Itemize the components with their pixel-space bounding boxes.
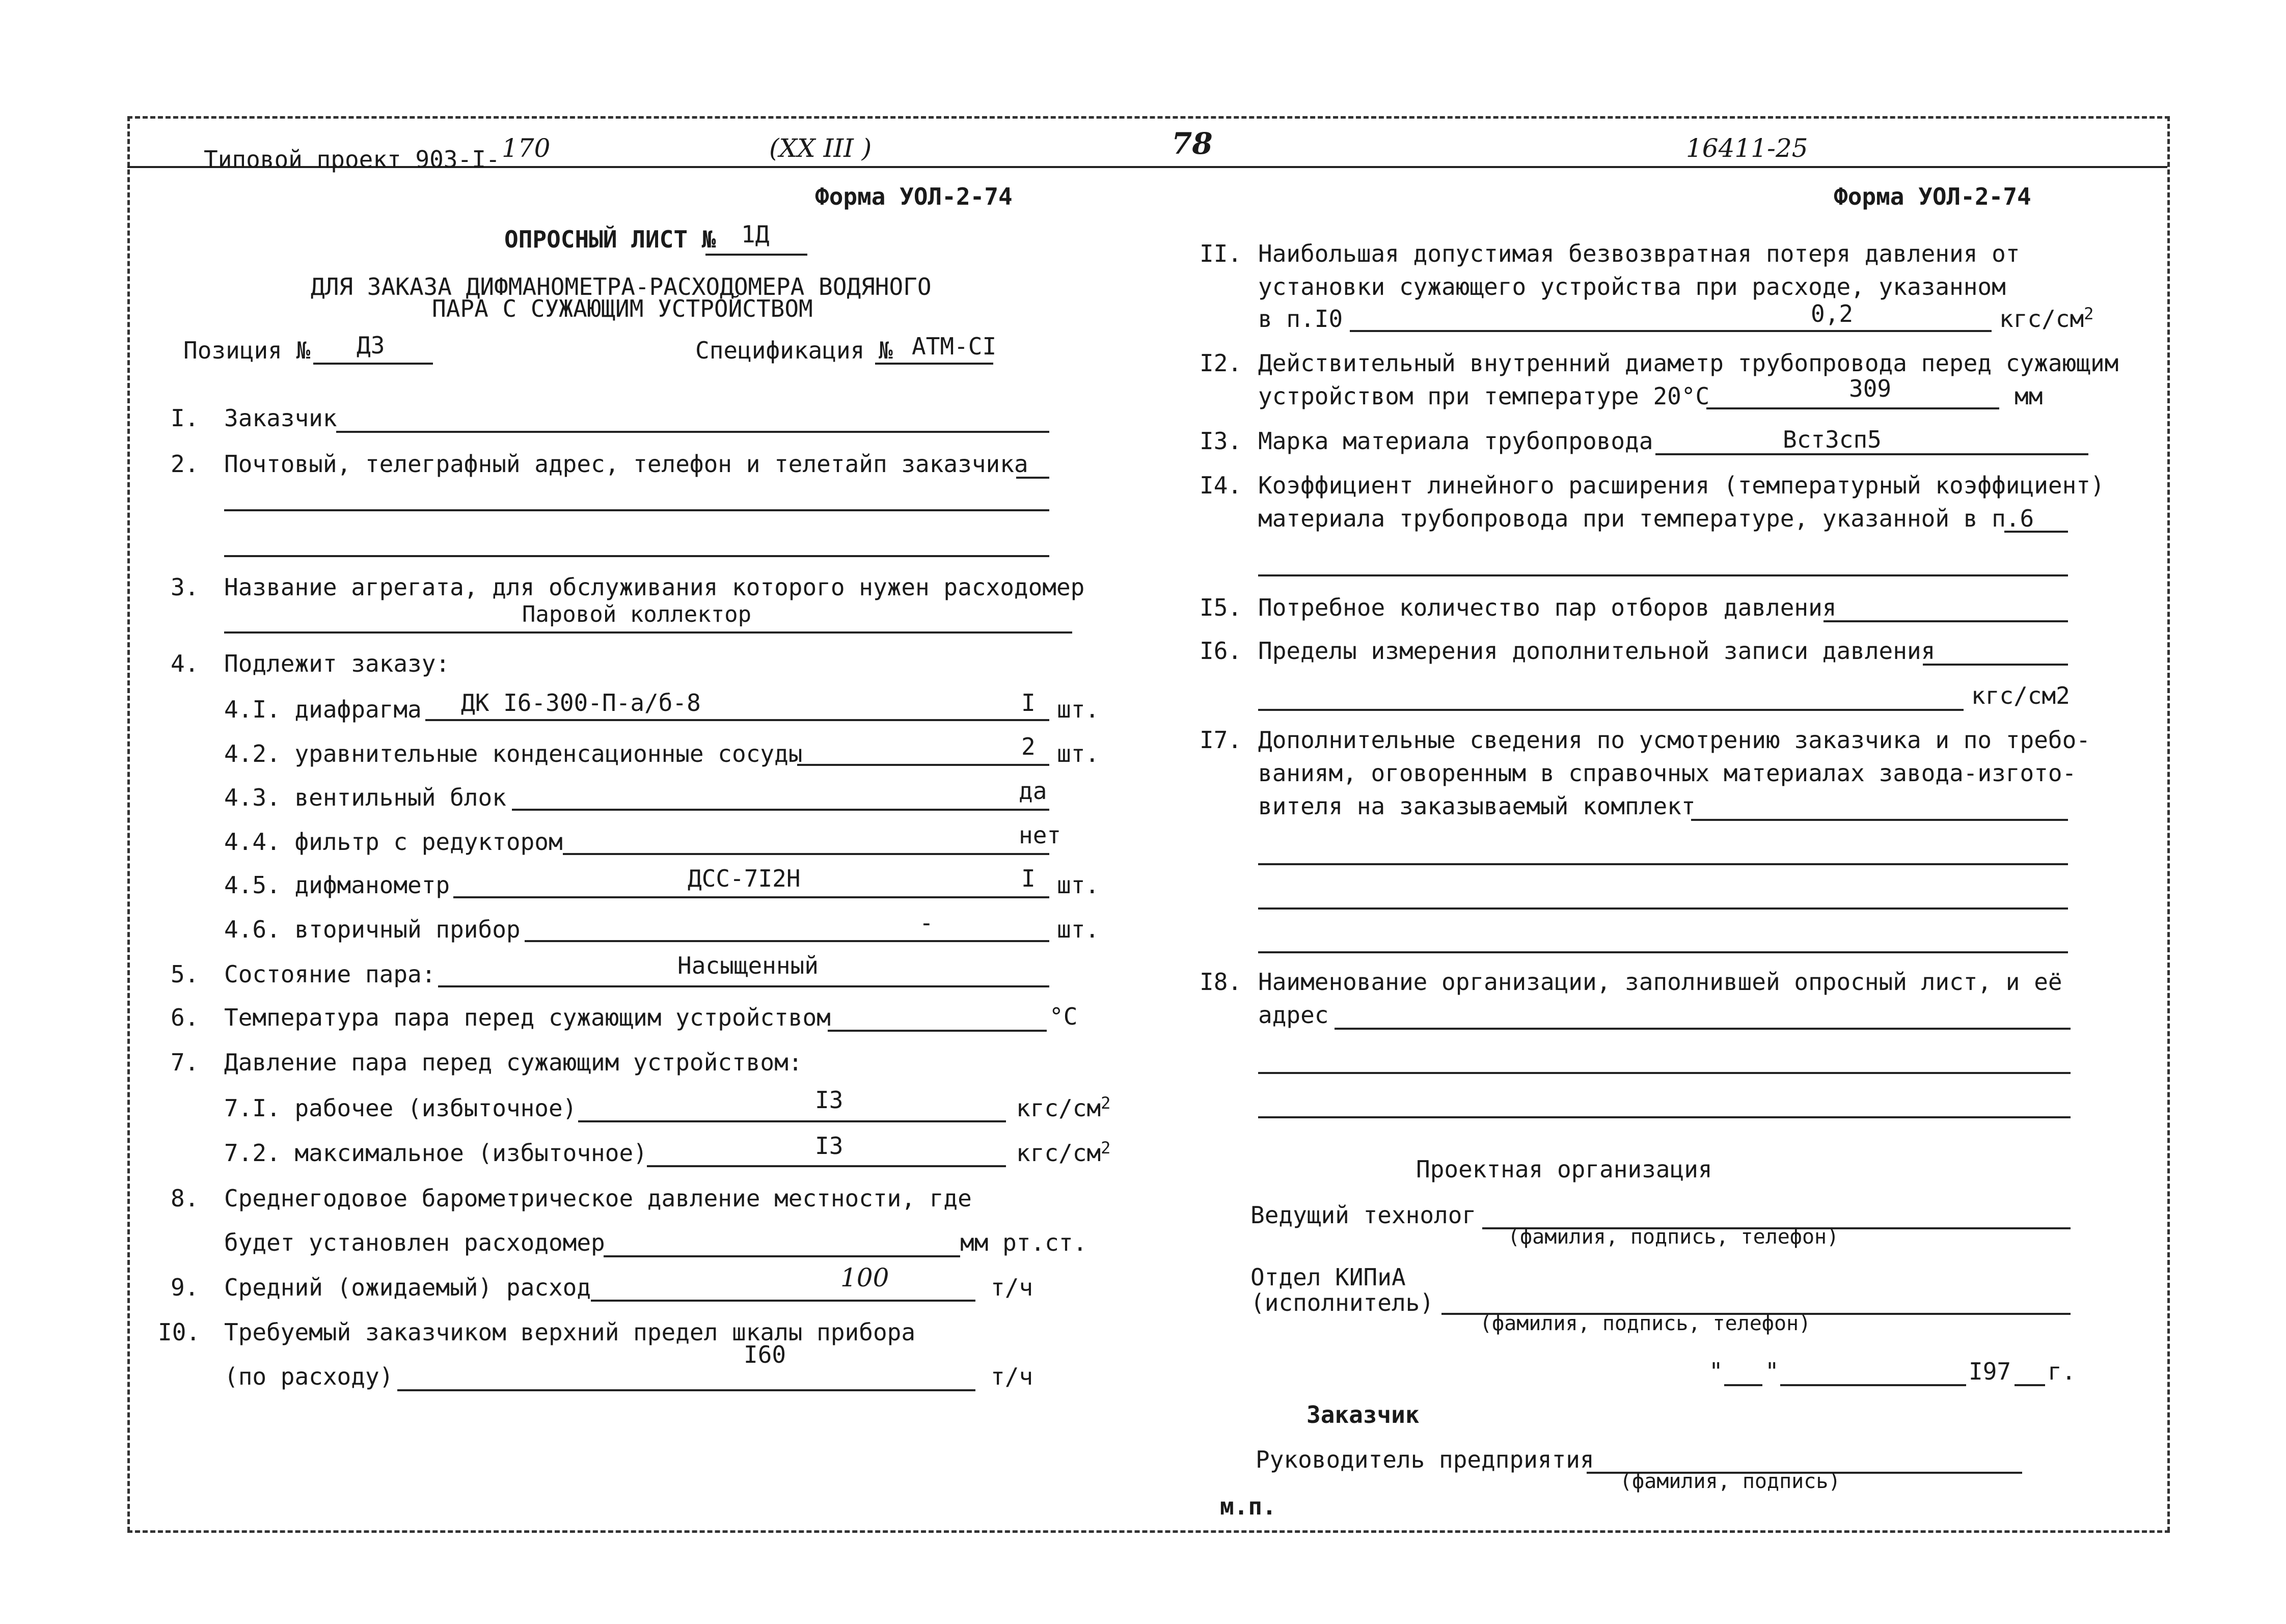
- item16-unit: кгс/см2: [1971, 682, 2070, 709]
- item9-label: Средний (ожидаемый) расход: [224, 1274, 591, 1301]
- item11-label-line2: установки сужающего устройства при расходе, указанном: [1258, 273, 2006, 300]
- item16-line-a: [1923, 664, 2068, 666]
- item4-5-value: ДСС-7I2Н: [688, 865, 801, 892]
- item12-number: I2.: [1200, 349, 1242, 377]
- item7-1-line: [578, 1120, 1006, 1122]
- page-number: 78: [1172, 126, 1213, 161]
- date-year-line: [2015, 1384, 2045, 1386]
- spec-line: [875, 363, 993, 365]
- item11-unit: кгс/$см^2$: [1999, 304, 2094, 333]
- item3-value: Паровой коллектор: [522, 601, 752, 627]
- item7-2-unit: кгс/$см^2$: [1016, 1138, 1111, 1167]
- item7-label: Давление пара перед сужающим устройством:: [224, 1049, 803, 1076]
- dept-label-line2: (исполнитель): [1250, 1289, 1434, 1316]
- item4-1-line: [425, 719, 1049, 721]
- item1-label: Заказчик: [224, 404, 337, 432]
- item14-label-line1: Коэффициент линейного расширения (температурный коэффициент): [1258, 472, 2105, 499]
- item4-4-value: нет: [1019, 821, 1062, 849]
- item4-number: 4.: [171, 650, 199, 677]
- item15-line: [1824, 620, 2068, 622]
- item15-number: I5.: [1200, 594, 1242, 621]
- item10-number: I0.: [158, 1318, 201, 1346]
- item4-1-unit: шт.: [1057, 696, 1100, 723]
- item16-number: I6.: [1200, 637, 1242, 665]
- date-month-line: [1780, 1384, 1966, 1386]
- item17-number: I7.: [1200, 726, 1242, 754]
- item4-4-line: [563, 853, 1049, 855]
- item2-line-b: [224, 509, 1049, 511]
- frame-bottom: [127, 1530, 2170, 1533]
- item3-label: Название агрегата, для обслуживания которого нужен расходомер: [224, 573, 1085, 601]
- spec-value: АТМ-СI: [912, 333, 997, 360]
- item8-line: [604, 1255, 960, 1257]
- item9-number: 9.: [171, 1274, 199, 1301]
- item11-line: [1350, 330, 1992, 332]
- item7-2-unit-text: кгс/см: [1016, 1139, 1101, 1167]
- item10-unit: т/ч: [991, 1363, 1033, 1390]
- design-org-heading: Проектная организация: [1416, 1155, 1712, 1183]
- item4-4-label: 4.4. фильтр с редуктором: [224, 828, 563, 856]
- item9-line: [591, 1300, 975, 1302]
- item17-label-line1: Дополнительные сведения по усмотрению заказчика и по требо-: [1258, 726, 2090, 754]
- item11-value: 0,2: [1811, 300, 1854, 327]
- spec-label: Спецификация №: [695, 337, 893, 364]
- item2-number: 2.: [171, 450, 199, 478]
- item8-label-line1: Среднегодовое барометрическое давление местности, где: [224, 1185, 972, 1212]
- item10-label-line1: Требуемый заказчиком верхний предел шкалы прибора: [224, 1318, 916, 1346]
- form-label-right: Форма УОЛ-2-74: [1834, 183, 2031, 210]
- item8-number: 8.: [171, 1185, 199, 1212]
- subtitle-line2: ПАРА С СУЖАЮЩИМ УСТРОЙСТВОМ: [432, 295, 813, 322]
- item2-line-c: [224, 555, 1049, 557]
- item4-1-value: ДК I6-300-П-а/б-8: [461, 689, 701, 717]
- item14-number: I4.: [1200, 472, 1242, 499]
- lead-technologist-hint: (фамилия, подпись, телефон): [1508, 1225, 1839, 1249]
- item17-line-a: [1691, 819, 2068, 821]
- item4-5-qty: I: [1021, 865, 1036, 892]
- item3-number: 3.: [171, 573, 199, 601]
- item4-3-line: [512, 809, 1049, 811]
- date-year: I97: [1969, 1358, 2011, 1385]
- item18-line-c: [1258, 1116, 2071, 1118]
- item13-value: Вст3сп5: [1783, 426, 1882, 453]
- item7-2-line: [647, 1165, 1006, 1167]
- item4-2-unit: шт.: [1057, 740, 1100, 767]
- project-number: 170: [502, 133, 551, 163]
- project-label: Типовой проект 903-I-: [204, 146, 500, 173]
- item18-line-a: [1335, 1028, 2071, 1030]
- item4-2-qty: 2: [1021, 733, 1036, 760]
- item12-line: [1706, 407, 1999, 409]
- item7-2-value: I3: [815, 1132, 843, 1160]
- item13-line: [1655, 453, 2088, 455]
- item16-label: Пределы измерения дополнительной записи давления: [1258, 637, 1936, 665]
- item11-label-line3: в п.I0: [1258, 305, 1343, 333]
- item5-line: [438, 985, 1049, 987]
- item4-2-line: [797, 764, 1049, 766]
- item9-unit: т/ч: [991, 1274, 1033, 1301]
- frame-top: [127, 116, 2170, 119]
- date-quote-close: ": [1765, 1358, 1779, 1385]
- item4-label: Подлежит заказу:: [224, 650, 450, 677]
- item15-label: Потребное количество пар отборов давления: [1258, 594, 1837, 621]
- seal-place: м.п.: [1220, 1493, 1276, 1520]
- item7-1-unit-text: кгс/см: [1016, 1094, 1101, 1122]
- item18-label-line1: Наименование организации, заполнившей опросный лист, и её: [1258, 968, 2062, 996]
- item10-value: I60: [744, 1341, 786, 1368]
- item4-2-label: 4.2. уравнительные конденсационные сосуды: [224, 740, 803, 767]
- item4-6-qty: -: [919, 909, 934, 937]
- frame-right: [2167, 116, 2170, 1532]
- subtitle-line1: ДЛЯ ЗАКАЗА ДИФМАНОМЕТРА-РАСХОДОМЕРА ВОДЯНОГО: [311, 273, 932, 300]
- item18-line-b: [1258, 1072, 2071, 1074]
- item10-label-line2: (по расходу): [224, 1363, 394, 1390]
- item11-label-line1: Наибольшая допустимая безвозвратная потеря давления от: [1258, 240, 2020, 267]
- item13-number: I3.: [1200, 427, 1242, 455]
- frame-left: [127, 116, 130, 1532]
- item18-label-line2: адрес: [1258, 1001, 1329, 1029]
- item17-line-b: [1258, 863, 2068, 865]
- position-value: Д3: [357, 332, 385, 359]
- item17-line-c: [1258, 907, 2068, 910]
- item11-number: II.: [1200, 240, 1242, 267]
- item9-value: 100: [840, 1263, 889, 1292]
- form-title-number: 1Д: [741, 221, 770, 248]
- item4-5-label: 4.5. дифманометр: [224, 871, 450, 899]
- date-day-line: [1724, 1384, 1762, 1386]
- item6-number: 6.: [171, 1004, 199, 1031]
- item13-label: Марка материала трубопровода: [1258, 427, 1653, 455]
- item5-label: Состояние пара:: [224, 960, 436, 988]
- item17-label-line2: ваниям, оговоренным в справочных материалах завода-изгото-: [1258, 759, 2077, 787]
- item7-1-unit: кгс/$см^2$: [1016, 1093, 1111, 1122]
- album-number: (XX III ): [769, 133, 872, 163]
- item12-label-line1: Действительный внутренний диаметр трубопровода перед сужающим: [1258, 349, 2119, 377]
- item11-unit-text: кгс/см: [1999, 305, 2084, 333]
- head-label: Руководитель предприятия: [1256, 1446, 1594, 1473]
- form-title: ОПРОСНЫЙ ЛИСТ №: [504, 226, 716, 253]
- item14-label-line2: материала трубопровода при температуре, указанной в п.6: [1258, 505, 2034, 532]
- item8-label-line2: будет установлен расходомер: [224, 1229, 605, 1256]
- form-label-left: Форма УОЛ-2-74: [815, 183, 1013, 210]
- item10-line: [397, 1389, 975, 1391]
- item4-1-label: 4.I. диафрагма: [224, 696, 422, 723]
- item12-value: 309: [1849, 375, 1892, 402]
- item14-line-b: [1258, 574, 2068, 576]
- title-number-line: [705, 254, 807, 256]
- position-line: [313, 363, 433, 365]
- item18-number: I8.: [1200, 968, 1242, 996]
- item7-number: 7.: [171, 1049, 199, 1076]
- item2-line-a: [1016, 477, 1049, 479]
- item14-line-a: [2004, 531, 2068, 533]
- item5-number: 5.: [171, 960, 199, 988]
- dept-hint: (фамилия, подпись, телефон): [1480, 1312, 1811, 1335]
- dept-label-line1: Отдел КИПиА: [1250, 1263, 1406, 1291]
- item2-label: Почтовый, телеграфный адрес, телефон и телетайп заказчика: [224, 450, 1028, 478]
- item4-6-line: [525, 940, 1049, 942]
- item12-label-line2: устройством при температуре 20°С: [1258, 382, 1710, 410]
- item7-2-label: 7.2. максимальное (избыточное): [224, 1139, 647, 1167]
- item1-number: I.: [171, 404, 199, 432]
- item1-line: [336, 431, 1049, 433]
- item4-1-qty: I: [1021, 689, 1036, 717]
- item4-6-label: 4.6. вторичный прибор: [224, 916, 521, 943]
- item3-line: [224, 631, 1072, 634]
- lead-technologist-label: Ведущий технолог: [1250, 1201, 1477, 1229]
- item4-3-value: да: [1019, 777, 1047, 805]
- head-hint: (фамилия, подпись): [1620, 1470, 1841, 1493]
- item6-line: [828, 1030, 1047, 1032]
- item4-3-label: 4.3. вентильный блок: [224, 784, 506, 811]
- item6-label: Температура пара перед сужающим устройством: [224, 1004, 831, 1031]
- item8-unit: мм рт.ст.: [960, 1229, 1087, 1256]
- item7-1-label: 7.I. рабочее (избыточное): [224, 1094, 577, 1122]
- item5-value: Насыщенный: [677, 952, 819, 979]
- item4-5-unit: шт.: [1057, 871, 1100, 899]
- item4-5-line: [453, 896, 1049, 898]
- item17-label-line3: вителя на заказываемый комплект: [1258, 792, 1696, 820]
- customer-heading: Заказчик: [1307, 1401, 1420, 1428]
- item16-line-b: [1258, 709, 1964, 711]
- position-label: Позиция №: [183, 337, 311, 364]
- item12-unit: мм: [2015, 382, 2043, 410]
- item7-1-value: I3: [815, 1086, 843, 1114]
- item4-6-unit: шт.: [1057, 916, 1100, 943]
- date-quote-open: ": [1709, 1358, 1723, 1385]
- date-year-suffix: г.: [2048, 1358, 2076, 1385]
- item17-line-d: [1258, 951, 2068, 953]
- item6-unit: °С: [1049, 1003, 1078, 1030]
- document-code: 16411-25: [1686, 133, 1808, 163]
